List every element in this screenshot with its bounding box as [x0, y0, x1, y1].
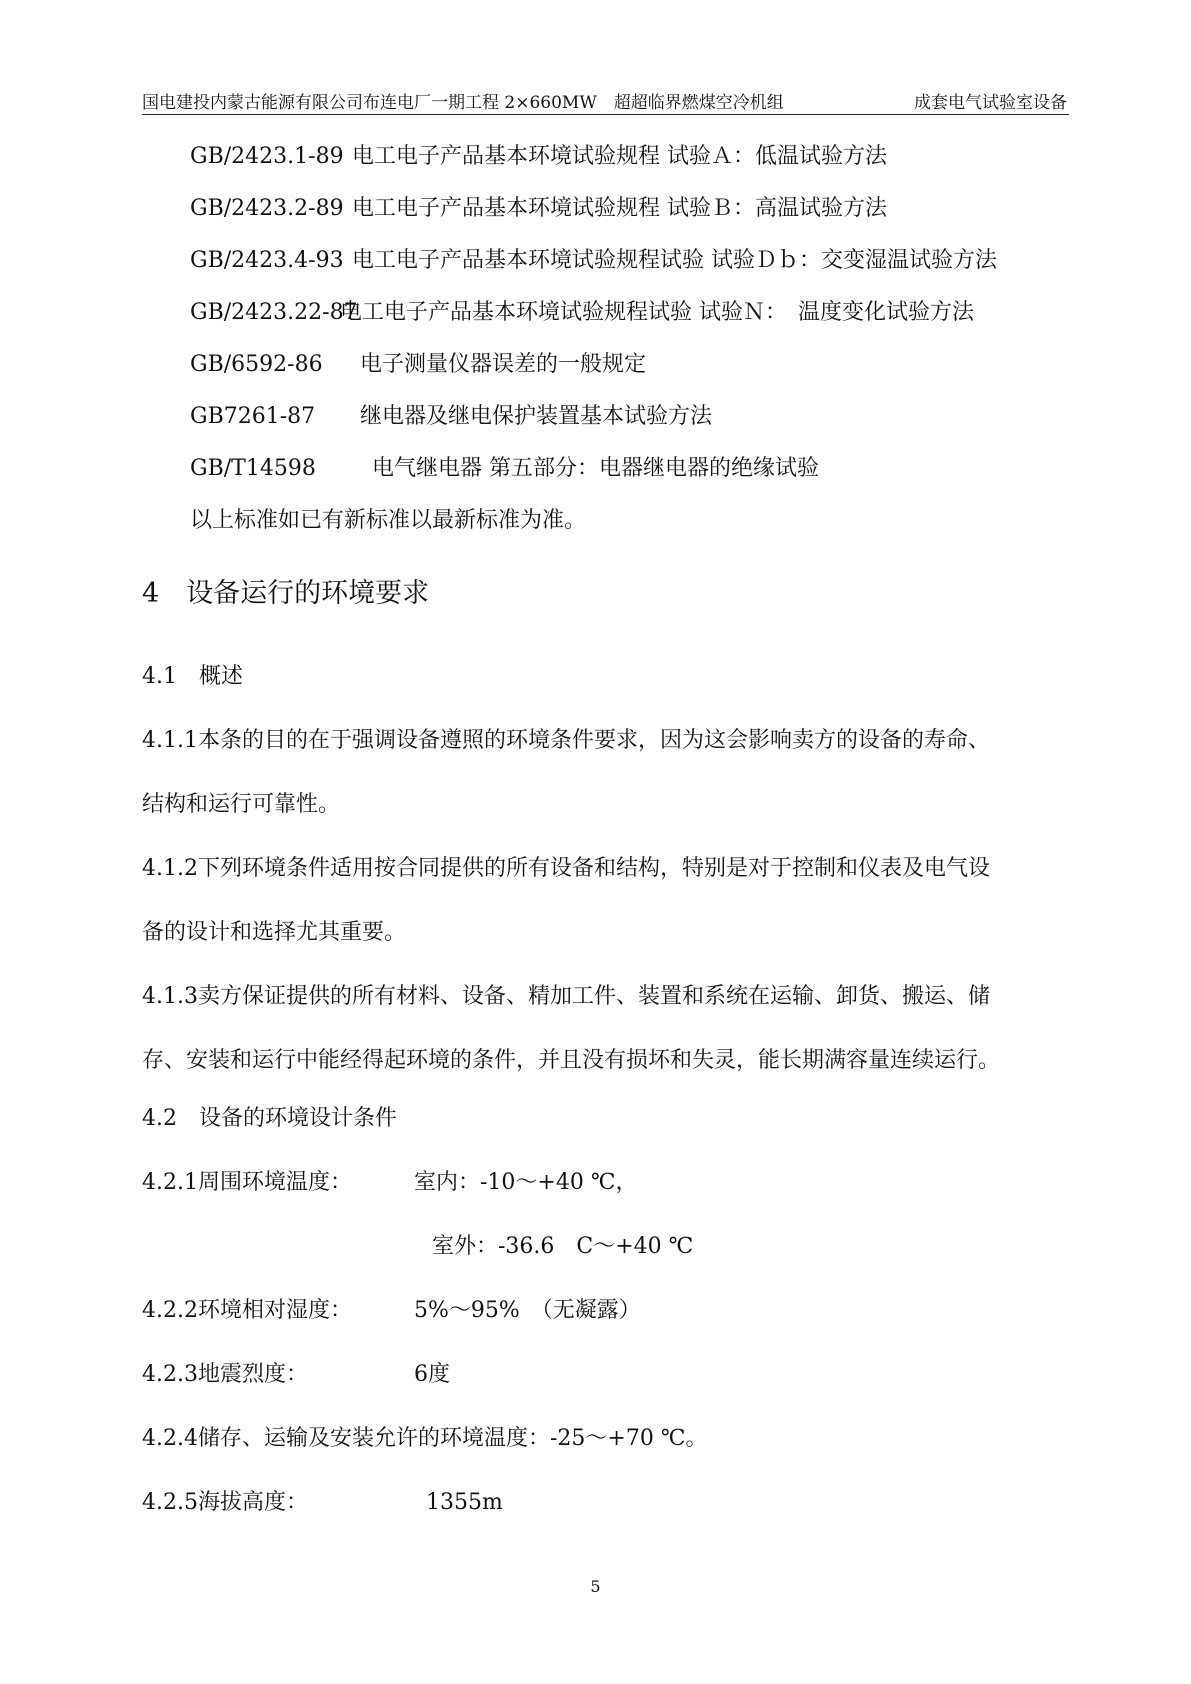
- condition-value: 室内：-10～+40 ℃，: [414, 1170, 638, 1195]
- paragraph-line: 4.1.3卖方保证提供的所有材料、设备、精加工件、装置和系统在运输、卸货、搬运、储: [142, 984, 990, 1009]
- standard-description: 电子测量仪器误差的一般规定: [360, 352, 647, 377]
- standard-description: 电工电子产品基本环境试验规程 试验Ａ：低温试验方法: [352, 144, 887, 169]
- standard-description: 电工电子产品基本环境试验规程试验 试验Ｎ： 温度变化试验方法: [340, 300, 974, 325]
- paragraph-line: 存、安装和运行中能经得起环境的条件，并且没有损坏和失灵，能长期满容量连续运行。: [142, 1048, 1001, 1073]
- header-document-title: 成套电气试验室设备: [914, 93, 1067, 113]
- condition-value: 室外：-36.6 C～+40 ℃: [432, 1234, 694, 1259]
- subsection-heading: 4.1 概述: [142, 664, 243, 689]
- standard-code: GB/T14598: [190, 456, 316, 481]
- section-heading: 4 设备运行的环境要求: [142, 578, 430, 609]
- condition-label: 4.2.3地震烈度：: [142, 1362, 308, 1387]
- condition-label: 4.2.1周围环境温度：: [142, 1170, 352, 1195]
- paragraph-line: 4.1.2下列环境条件适用按合同提供的所有设备和结构，特别是对于控制和仪表及电气设: [142, 856, 990, 881]
- subsection-heading: 4.2 设备的环境设计条件: [142, 1106, 397, 1131]
- standard-description: 继电器及继电保护装置基本试验方法: [360, 404, 713, 429]
- standard-code: GB/2423.22-87: [190, 300, 358, 325]
- condition-value: 5%～95% （无凝露）: [414, 1298, 641, 1323]
- condition-value: 6度: [414, 1362, 450, 1387]
- standard-description: 电工电子产品基本环境试验规程 试验Ｂ：高温试验方法: [352, 196, 887, 221]
- standard-code: GB/2423.1-89: [190, 144, 344, 169]
- standards-note: 以上标准如已有新标准以最新标准为准。: [190, 508, 587, 533]
- page-number: 5: [590, 1577, 601, 1596]
- standard-code: GB/6592-86: [190, 352, 323, 377]
- paragraph-line: 备的设计和选择尤其重要。: [142, 920, 407, 945]
- header-project-title: 国电建投内蒙古能源有限公司布连电厂一期工程 2×660MW 超超临界燃煤空冷机组: [142, 93, 784, 113]
- condition-value: 1355m: [426, 1490, 503, 1515]
- standard-code: GB/2423.4-93: [190, 248, 344, 273]
- paragraph-line: 4.1.1本条的目的在于强调设备遵照的环境条件要求，因为这会影响卖方的设备的寿命、: [142, 728, 990, 753]
- condition-label: 4.2.2环境相对湿度：: [142, 1298, 352, 1323]
- standard-description: 电气继电器 第五部分：电器继电器的绝缘试验: [372, 456, 819, 481]
- standard-code: GB/2423.2-89: [190, 196, 344, 221]
- paragraph-line: 结构和运行可靠性。: [142, 792, 341, 817]
- standard-code: GB7261-87: [190, 404, 316, 429]
- condition-label: 4.2.4储存、运输及安装允许的环境温度：-25～+70 ℃。: [142, 1426, 708, 1451]
- page-header: [142, 84, 1069, 115]
- condition-label: 4.2.5海拔高度：: [142, 1490, 308, 1515]
- standard-description: 电工电子产品基本环境试验规程试验 试验Ｄｂ：交变湿温试验方法: [352, 248, 997, 273]
